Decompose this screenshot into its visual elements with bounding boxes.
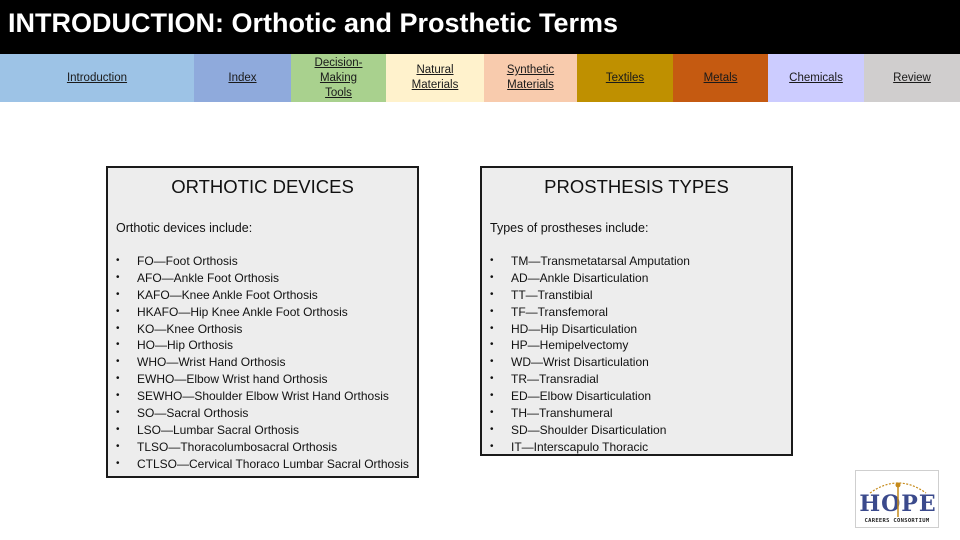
prosthesis-types-list xyxy=(490,253,690,456)
nav-textiles-button[interactable] xyxy=(577,54,673,102)
nav-index-label: Index xyxy=(228,71,257,84)
nav-natural-line-2: Materials xyxy=(411,79,459,91)
list-item: • TLSO—Thoracolumbosacral Orthosis xyxy=(116,439,409,456)
nav-introduction-label: Introduction xyxy=(66,71,128,84)
nav-decision-line-1: Decision- xyxy=(314,56,363,69)
list-item: • SEWHO—Shoulder Elbow Wrist Hand Orthosis xyxy=(116,388,409,405)
list-item: • CTLSO—Cervical Thoraco Lumbar Sacral Orthosis xyxy=(116,456,409,473)
prosthesis-types-title: PROSTHESIS TYPES xyxy=(544,176,729,197)
list-item: • WD—Wrist Disarticulation xyxy=(490,354,690,371)
nav-synthetic-line-1: Synthetic xyxy=(506,64,555,76)
list-item: • TT—Transtibial xyxy=(490,287,690,304)
orthotic-devices-intro: Orthotic devices include: xyxy=(116,221,253,235)
list-item: • KAFO—Knee Ankle Foot Orthosis xyxy=(116,287,409,304)
title-bar xyxy=(0,0,960,54)
nav-index-button[interactable] xyxy=(194,54,291,102)
list-item: • IT—Interscapulo Thoracic xyxy=(490,439,690,456)
nav-decision-line-3: Tools xyxy=(325,86,352,99)
prosthesis-types-intro: Types of prostheses include: xyxy=(490,221,649,235)
list-item: • TM—Transmetatarsal Amputation xyxy=(490,253,690,270)
list-item: • EWHO—Elbow Wrist hand Orthosis xyxy=(116,371,409,388)
list-item: • HD—Hip Disarticulation xyxy=(490,321,690,338)
nav-introduction-button[interactable] xyxy=(0,54,194,102)
list-item: • TR—Transradial xyxy=(490,371,690,388)
orthotic-devices-list xyxy=(116,253,409,473)
list-item: • KO—Knee Orthosis xyxy=(116,321,409,338)
prosthesis-types-panel xyxy=(480,166,793,456)
nav-textiles-label: Textiles xyxy=(605,71,645,84)
list-item: • FO—Foot Orthosis xyxy=(116,253,409,270)
logo-figure-head xyxy=(896,483,901,488)
list-item: • HP—Hemipelvectomy xyxy=(490,337,690,354)
logo-word: HOPE xyxy=(859,491,937,517)
list-item: • TF—Transfemoral xyxy=(490,304,690,321)
page-title: INTRODUCTION: Orthotic and Prosthetic Terms xyxy=(8,8,619,38)
nav-synthetic-line-2: Materials xyxy=(507,79,554,91)
list-item: • AD—Ankle Disarticulation xyxy=(490,270,690,287)
list-item: • SO—Sacral Orthosis xyxy=(116,405,409,422)
nav-chemicals-button[interactable] xyxy=(768,54,864,102)
logo-subtitle: CAREERS CONSORTIUM xyxy=(864,518,930,524)
orthotic-devices-title: ORTHOTIC DEVICES xyxy=(171,176,354,197)
nav-natural-line-1: Natural xyxy=(416,64,454,76)
nav-review-label: Review xyxy=(893,71,931,84)
nav-natural-materials-button[interactable] xyxy=(386,54,484,102)
nav-synthetic-materials-button[interactable] xyxy=(484,54,577,102)
nav-chemicals-label: Chemicals xyxy=(789,71,843,84)
nav-decision-making-tools-button[interactable] xyxy=(291,54,386,102)
list-item: • AFO—Ankle Foot Orthosis xyxy=(116,270,409,287)
list-item: • HO—Hip Orthosis xyxy=(116,337,409,354)
list-item: • SD—Shoulder Disarticulation xyxy=(490,422,690,439)
hope-logo xyxy=(855,470,939,528)
list-item: • LSO—Lumbar Sacral Orthosis xyxy=(116,422,409,439)
list-item: • ED—Elbow Disarticulation xyxy=(490,388,690,405)
list-item: • TH—Transhumeral xyxy=(490,405,690,422)
nav-review-button[interactable] xyxy=(864,54,960,102)
nav-metals-button[interactable] xyxy=(673,54,768,102)
nav-decision-line-2: Making xyxy=(319,71,358,84)
list-item: • WHO—Wrist Hand Orthosis xyxy=(116,354,409,371)
list-item: • HKAFO—Hip Knee Ankle Foot Orthosis xyxy=(116,304,409,321)
nav-metals-label: Metals xyxy=(703,71,738,84)
orthotic-devices-panel xyxy=(106,166,419,478)
